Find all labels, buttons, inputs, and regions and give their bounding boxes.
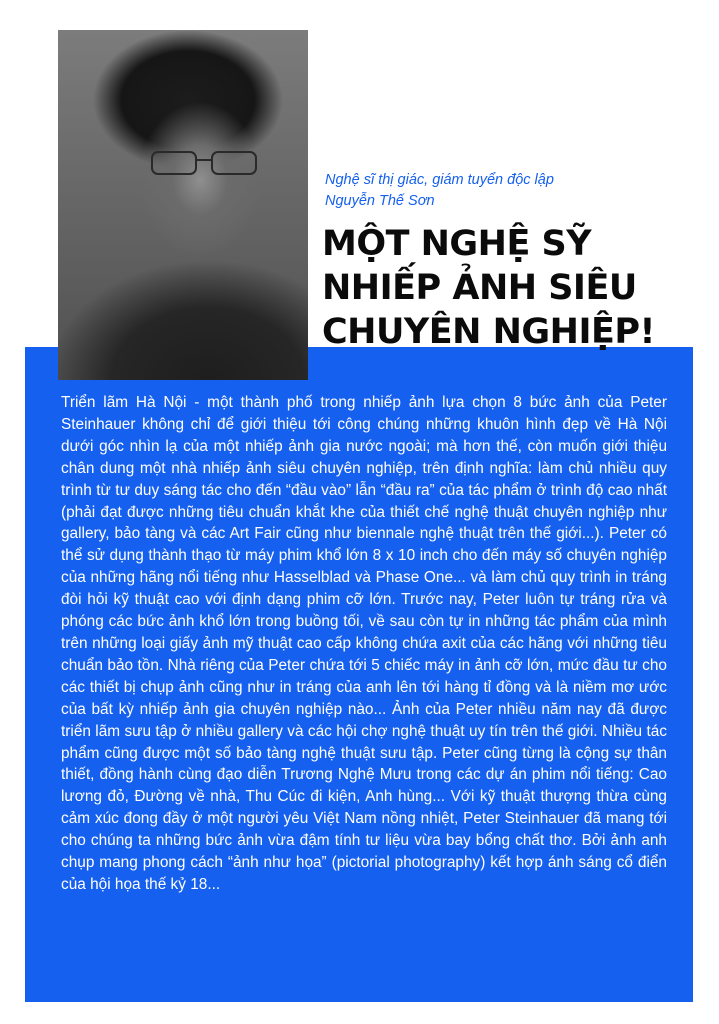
article-headline bbox=[322, 222, 702, 354]
author-name: Nguyễn Thế Sơn bbox=[325, 193, 435, 209]
headline-line-2: NHIẾP ẢNH SIÊU bbox=[322, 268, 637, 308]
headline-line-3: CHUYÊN NGHIỆP! bbox=[322, 312, 655, 352]
glasses-shape bbox=[150, 148, 260, 178]
headline-line-1: MỘT NGHỆ SỸ bbox=[322, 224, 592, 264]
author-portrait-photo bbox=[58, 30, 308, 380]
article-body: Triển lãm Hà Nội - một thành phố trong nhiếp ảnh lựa chọn 8 bức ảnh của Peter Steinhauer không chỉ để giới thiệu tới công chúng những khuôn hình đẹp về Hà Nội dưới góc nhìn lạ của một nhiếp ảnh gia nước ngoài; mà hơn thế, còn muốn giới thiệu chân dung một nhà nhiếp ảnh siêu chuyên nghiệp, trên định nghĩa: làm chủ nhiều quy trình từ tư duy sáng tác cho đến “đầu vào” lẫn “đầu ra” của tác phẩm ở trình độ cao nhất (phải đạt được những tiêu chuẩn khắt khe của thiết chế nghệ thuật chuyên nghiệp như gallery, bảo tàng và các Art Fair cũng như biennale nghệ thuật trên thế giới...). Peter có thể sử dụng thành thạo từ máy phim khổ lớn 8 x 10 inch cho đến máy số chuyên nghiệp của những hãng nổi tiếng như Hasselblad và Phase One... và làm chủ quy trình in tráng đòi hỏi kỹ thuật cao với định dạng phim cỡ lớn. Trước nay, Peter luôn tự tráng rửa và phóng các bức ảnh khổ lớn trong buồng tối, về sau còn tự in những tác phẩm của mình trên những loại giấy ảnh mỹ thuật cao cấp không chứa axit của các hãng với những tiêu chuẩn bảo tồn. Nhà riêng của Peter chứa tới 5 chiếc máy in ảnh cỡ lớn, mức đầu tư cho các thiết bị chụp ảnh cũng như in tráng của anh lên tới hàng tỉ đồng và là niềm mơ ước của bất kỳ nhiếp ảnh gia chuyên nghiệp nào... Ảnh của Peter nhiều năm nay đã được triển lãm sưu tập ở nhiều gallery và các hội chợ nghệ thuật uy tín trên thế giới. Nhiều tác phẩm cũng được một số bảo tàng nghệ thuật sưu tập. Peter cũng từng là cộng sự thân thiết, đồng hành cùng đạo diễn Trương Nghệ Mưu trong các dự án phim nổi tiếng: Cao lương đỏ, Đường về nhà, Thu Cúc đi kiện, Anh hùng... Với kỹ thuật thượng thừa cùng cảm xúc đong đầy ở một người yêu Việt Nam nồng nhiệt, Peter Steinhauer đã mang tới cho chúng ta những bức ảnh vừa đậm tính tư liệu vừa bay bổng chất thơ. Bởi ảnh anh chụp mang phong cách “ảnh như họa” (pictorial photography) kết hợp ánh sáng cổ điển của hội họa thế kỷ 18... bbox=[61, 394, 667, 893]
author-caption bbox=[325, 170, 554, 212]
author-role: Nghệ sĩ thị giác, giám tuyển độc lập bbox=[325, 172, 554, 188]
